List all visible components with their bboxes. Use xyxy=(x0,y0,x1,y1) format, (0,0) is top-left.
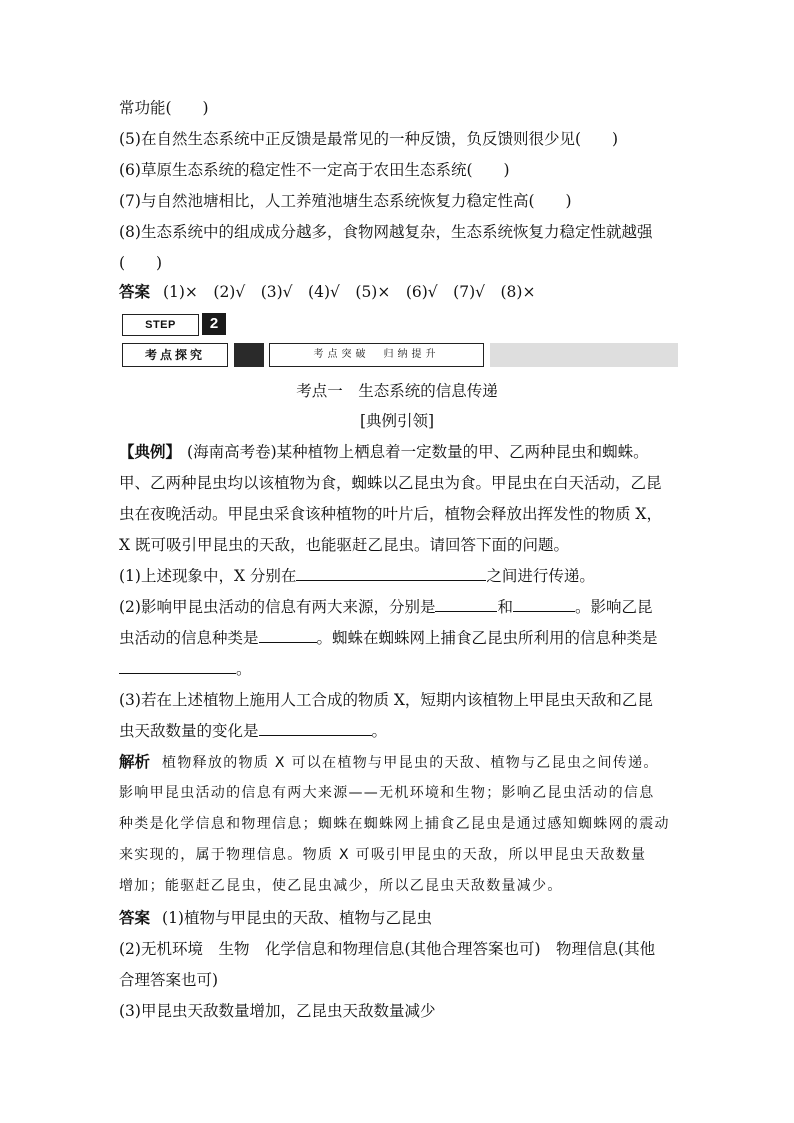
question-3-line-2 xyxy=(119,720,387,742)
example-line-4: X 既可吸引甲昆虫的天敌，也能驱赶乙昆虫。请回答下面的问题。 xyxy=(119,536,569,554)
example-text: (海南高考卷)某种植物上栖息着一定数量的甲、乙两种昆虫和蜘蛛。 xyxy=(187,443,649,461)
answer-blank xyxy=(513,597,575,612)
answer-blank xyxy=(259,628,317,643)
answer-blank xyxy=(119,659,236,674)
answer-blank xyxy=(259,721,372,736)
question-2-end: 。 xyxy=(236,660,252,678)
question-1-tail: 之间进行传递。 xyxy=(486,567,595,585)
judgment-answer-line xyxy=(119,281,535,303)
question-3-text: 虫天敌数量的变化是 xyxy=(119,722,259,740)
question-2-and: 和 xyxy=(497,598,513,616)
step-number: 2 xyxy=(202,313,226,335)
answer-line-3: 合理答案也可) xyxy=(119,971,219,989)
answer-blank xyxy=(435,597,497,612)
topic-subtitle: [典例引领] xyxy=(359,412,435,430)
question-3-end: 。 xyxy=(371,722,388,740)
question-2-line-2 xyxy=(119,627,658,649)
section-divider-block xyxy=(234,343,264,367)
answer-line-2: (2)无机环境 生物 化学信息和物理信息(其他合理答案也可) 物理信息(其他 xyxy=(119,940,656,958)
answer-line-4: (3)甲昆虫天敌数量增加，乙昆虫天敌数量减少 xyxy=(119,1002,436,1020)
question-2-text: (2)影响甲昆虫活动的信息有两大来源，分别是 xyxy=(119,598,436,616)
question-2-text-c: 虫活动的信息种类是 xyxy=(119,629,259,647)
question-1 xyxy=(119,565,595,587)
judgment-item-8-paren: ( ) xyxy=(119,254,163,272)
question-2-line-3 xyxy=(119,658,252,680)
analysis-line-1 xyxy=(119,751,659,774)
analysis-line-3: 种类是化学信息和物理信息；蜘蛛在蜘蛛网上捕食乙昆虫是通过感知蜘蛛网的震动 xyxy=(119,816,670,832)
analysis-line-2: 影响甲昆虫活动的信息有两大来源——无机环境和生物；影响乙昆虫活动的信息 xyxy=(119,785,655,801)
judgment-line-4-tail: 常功能( ) xyxy=(119,99,209,117)
question-1-text: (1)上述现象中，X 分别在 xyxy=(119,567,297,585)
answer-blank xyxy=(296,566,486,581)
example-tag: 【典例】 xyxy=(119,442,182,461)
step-label: STEP xyxy=(122,314,199,336)
question-2-text-d: 。蜘蛛在蜘蛛网上捕食乙昆虫所利用的信息种类是 xyxy=(316,629,658,647)
judgment-answers: (1)× (2)√ (3)√ (4)√ (5)× (6)√ (7)√ (8)× xyxy=(162,283,536,301)
example-line-2: 甲、乙两种昆虫均以该植物为食，蜘蛛以乙昆虫为食。甲昆虫在白天活动，乙昆 xyxy=(119,474,662,492)
judgment-item-6: (6)草原生态系统的稳定性不一定高于农田生态系统( ) xyxy=(119,161,510,179)
question-2-line-1 xyxy=(119,596,653,618)
example-line-1 xyxy=(119,441,649,463)
judgment-item-5: (5)在自然生态系统中正反馈是最常见的一种反馈，负反馈则很少见( ) xyxy=(119,130,619,148)
judgment-item-7: (7)与自然池塘相比，人工养殖池塘生态系统恢复力稳定性高( ) xyxy=(119,192,572,210)
answer-line-1 xyxy=(119,907,432,929)
question-2-text-b: 。影响乙昆 xyxy=(574,598,653,616)
answer-label: 答案 xyxy=(119,282,151,301)
analysis-label: 解析 xyxy=(119,752,151,771)
analysis-line-4: 来实现的，属于物理信息。物质 X 可吸引甲昆虫的天敌，所以甲昆虫天敌数量 xyxy=(119,847,647,863)
section-title: 考点探究 xyxy=(122,343,228,367)
answer-1: (1)植物与甲昆虫的天敌、植物与乙昆虫 xyxy=(162,909,432,927)
example-line-3: 虫在夜晚活动。甲昆虫采食该种植物的叶片后，植物会释放出挥发性的物质 X， xyxy=(119,505,662,523)
topic-title: 考点一 生态系统的信息传递 xyxy=(296,382,498,400)
section-gray-bar xyxy=(490,343,678,367)
question-3-line-1: (3)若在上述植物上施用人工合成的物质 X，短期内该植物上甲昆虫天敌和乙昆 xyxy=(119,691,653,709)
section-subtitle: 考点突破 归纳提升 xyxy=(269,343,484,367)
analysis-text: 植物释放的物质 X 可以在植物与甲昆虫的天敌、植物与乙昆虫之间传递。 xyxy=(162,755,659,771)
judgment-item-8: (8)生态系统中的组成成分越多，食物网越复杂，生态系统恢复力稳定性就越强 xyxy=(119,223,653,241)
analysis-line-5: 增加；能驱赶乙昆虫，使乙昆虫减少，所以乙昆虫天敌数量减少。 xyxy=(119,878,563,894)
answer-label: 答案 xyxy=(119,908,151,927)
